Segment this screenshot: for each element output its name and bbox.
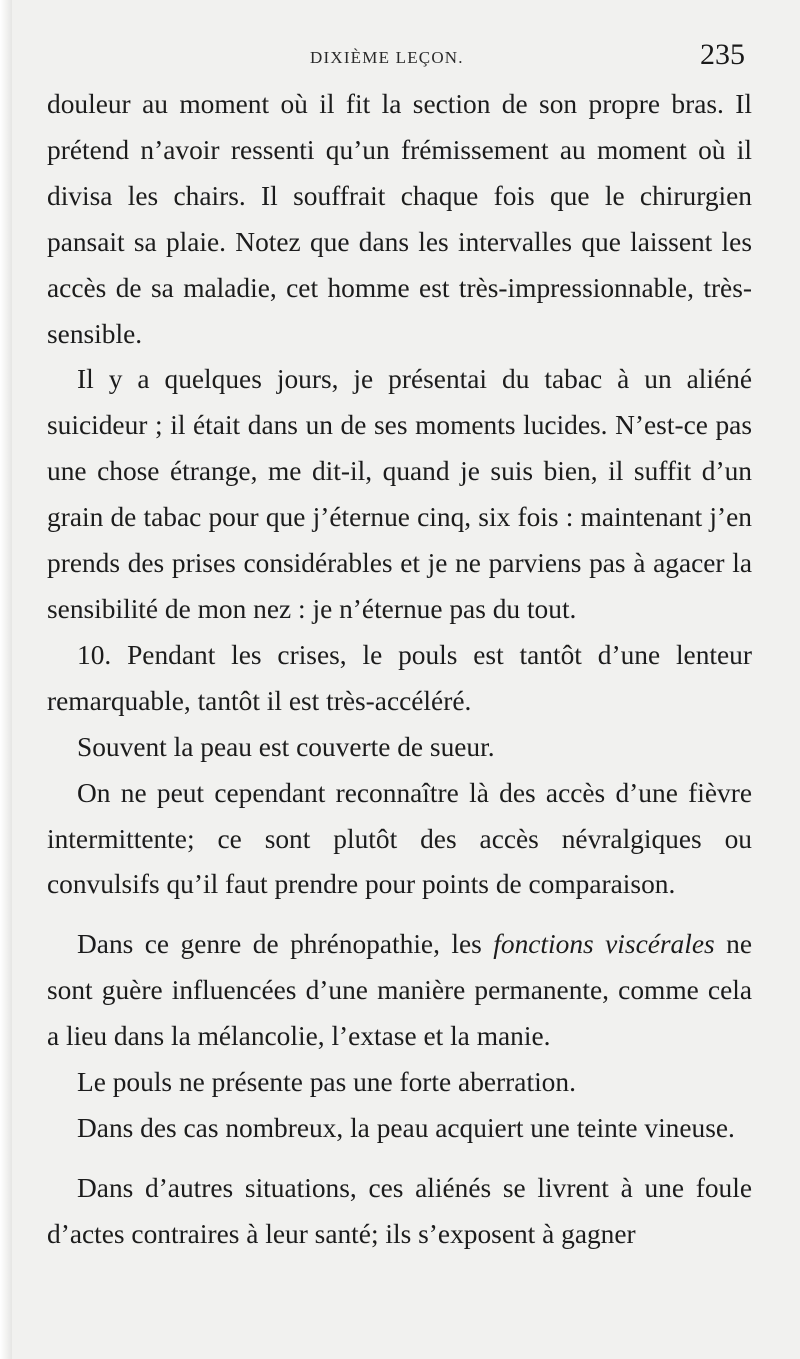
page-edge xyxy=(0,0,12,1359)
visceral-text-before: Dans ce genre de phrénopathie, les xyxy=(77,929,494,960)
visceral-emphasis: fonctions viscérales xyxy=(493,929,715,960)
paragraph-skin-tint: Dans des cas nombreux, la peau acquiert une teinte vineuse. xyxy=(77,1112,735,1143)
page-number: 235 xyxy=(700,38,745,71)
running-title: DIXIÈME LEÇON. xyxy=(310,48,464,67)
paragraph-visceral-functions xyxy=(47,922,752,1060)
page-header xyxy=(0,38,800,78)
visceral-text-after: ne sont guère influencées d’une manière permanente, comme cela a lieu dans la mélancolie, l’extase et la manie. xyxy=(47,929,752,1052)
paragraph-continuation: douleur au moment où il fit la section de son propre bras. Il prétend n’avoir ressenti qu’un frémissement au moment où il divisa les chairs. Il souffrait chaque fois que le chirurgien pansait sa plaie. Notez que dans les intervalles que laissent les accès de sa maladie, cet homme est très-impressionnable, très-sensible. xyxy=(47,89,752,349)
paragraph-sweat: Souvent la peau est couverte de sueur. xyxy=(77,731,495,762)
paragraph-other-situations: Dans d’autres situations, ces aliénés se livrent à une foule d’actes contraires à leur santé; ils s’exposent à gagner xyxy=(47,1172,752,1249)
paragraph-pulse: 10. Pendant les crises, le pouls est tantôt d’une lenteur remarquable, tantôt il est très-accéléré. xyxy=(47,639,752,716)
body-text xyxy=(47,82,752,1258)
paragraph-tobacco-anecdote: Il y a quelques jours, je présentai du tabac à un aliéné suicideur ; il était dans un de ses moments lucides. N’est-ce pas une chose étrange, me dit-il, quand je suis bien, il suffit d’un grain de tabac pour que j’éternue cinq, six fois : maintenant j’en prends des prises considérables et je ne parviens pas à agacer la sensibilité de mon nez : je n’éternue pas du tout. xyxy=(47,364,752,624)
paragraph-pulse-aberration: Le pouls ne présente pas une forte aberration. xyxy=(77,1067,576,1098)
paragraph-comparison: On ne peut cependant reconnaître là des accès d’une fièvre intermittente; ce sont plutôt des accès névralgiques ou convulsifs qu’il faut prendre pour points de comparaison. xyxy=(47,777,752,900)
